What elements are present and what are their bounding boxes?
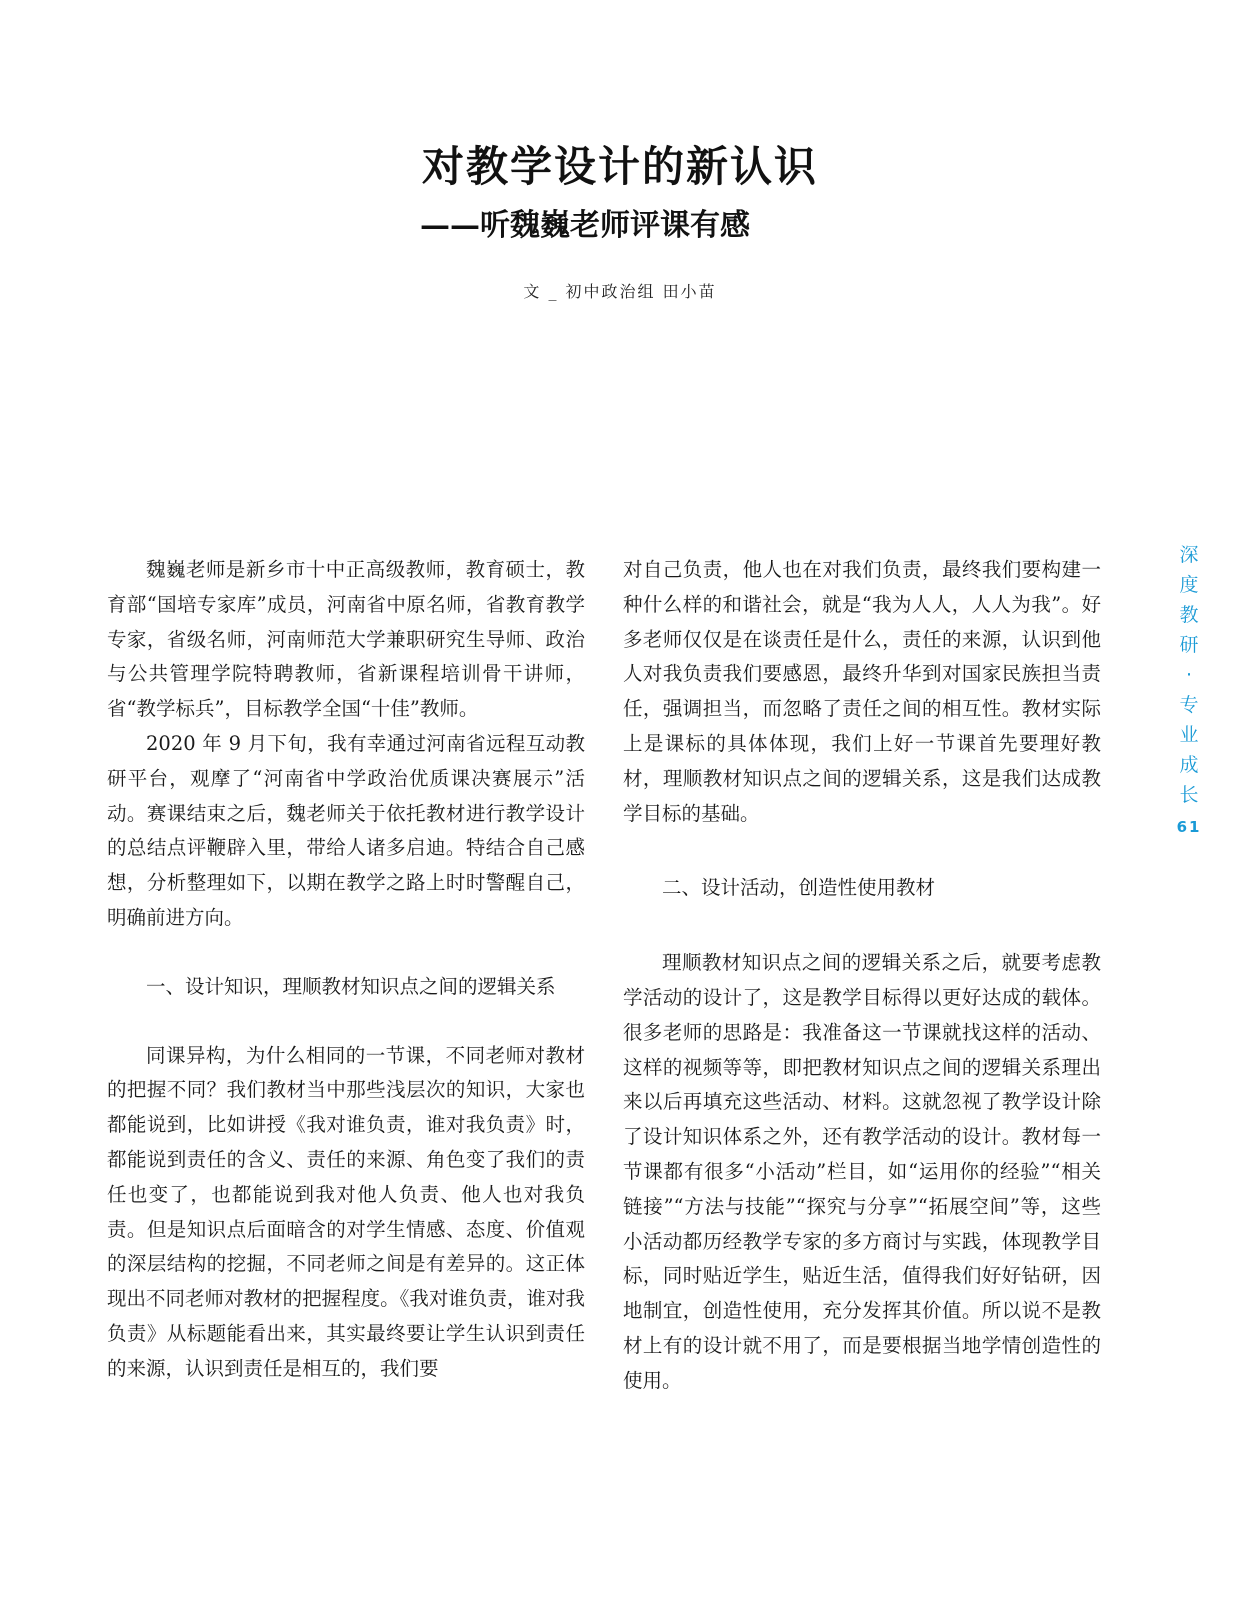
- page-number: 61: [1176, 818, 1202, 836]
- side-label-char: 业: [1179, 724, 1199, 746]
- paragraph-section-1-continued: 对自己负责，他人也在对我们负责，最终我们要构建一种什么样的和谐社会，就是“我为人人，人人为我”。好多老师仅仅是在谈责任是什么，责任的来源，认识到他人对我负责我们要感恩，最终升华到对国家民族担当责任，强调担当，而忽略了责任之间的相互性。教材实际上是课标的具体体现，我们上好一节课首先要理好教材，理顺教材知识点之间的逻辑关系，这是我们达成教学目标的基础。: [623, 558, 1101, 825]
- section-heading-1: 一、设计知识，理顺教材知识点之间的逻辑关系: [146, 974, 556, 998]
- side-label-char: 深: [1179, 544, 1199, 566]
- paragraph-context: 2020 年 9 月下旬，我有幸通过河南省远程互动教研平台，观摩了“河南省中学政治优质课决赛展示”活动。赛课结束之后，魏老师关于依托教材进行教学设计的总结点评鞭辟入里，带给人诸多启迪。特结合自己感想，分析整理如下，以期在教学之路上时时警醒自己，明确前进方向。: [107, 731, 585, 929]
- section-side-label: [1172, 540, 1206, 836]
- side-label-char: 教: [1179, 604, 1199, 626]
- side-label-char: 长: [1179, 784, 1199, 806]
- paragraph-section-2: 理顺教材知识点之间的逻辑关系之后，就要考虑教学活动的设计了，这是教学目标得以更好达成的载体。很多老师的思路是：我准备这一节课就找这样的活动、这样的视频等等，即把教材知识点之间的逻辑关系理出来以后再填充这些活动、材料。这就忽视了教学设计除了设计知识体系之外，还有教学活动的设计。教材每一节课都有很多“小活动”栏目，如“运用你的经验”“相关链接”“方法与技能”“探究与分享”“拓展空间”等，这些小活动都历经教学专家的多方商讨与实践，体现教学目标，同时贴近学生，贴近生活，值得我们好好钻研，因地制宜，创造性使用，充分发挥其价值。所以说不是教材上有的设计就不用了，而是要根据当地学情创造性的使用。: [623, 951, 1101, 1392]
- side-label-char: 度: [1179, 574, 1199, 596]
- article-title: 对教学设计的新认识: [421, 142, 818, 191]
- section-heading-2: 二、设计活动，创造性使用教材: [662, 876, 936, 900]
- side-label-char: 成: [1179, 754, 1199, 776]
- article-byline: 文 _ 初中政治组 田小苗: [523, 282, 717, 301]
- right-column: [623, 553, 1101, 1399]
- side-label-char: 专: [1179, 694, 1199, 716]
- side-label-char: ·: [1185, 664, 1193, 686]
- side-label-char: 研: [1179, 634, 1199, 656]
- paragraph-intro: 魏巍老师是新乡市十中正高级教师，教育硕士，教育部“国培专家库”成员，河南省中原名师，省教育教学专家，省级名师，河南师范大学兼职研究生导师、政治与公共管理学院特聘教师，省新课程培训骨干讲师，省“教学标兵”，目标教学全国“十佳”教师。: [107, 558, 585, 721]
- article-subtitle: ——听魏巍老师评课有感: [420, 208, 750, 243]
- paragraph-section-1: 同课异构，为什么相同的一节课，不同老师对教材的把握不同？我们教材当中那些浅层次的知识，大家也都能说到，比如讲授《我对谁负责，谁对我负责》时，都能说到责任的含义、责任的来源、角色变了我们的责任也变了，也都能说到我对他人负责、他人也对我负责。但是知识点后面暗含的对学生情感、态度、价值观的深层结构的挖掘，不同老师之间是有差异的。这正体现出不同老师对教材的把握程度。《我对谁负责，谁对我负责》从标题能看出来，其实最终要让学生认识到责任的来源，认识到责任是相互的，我们要: [107, 1043, 585, 1380]
- left-column: [107, 553, 585, 1387]
